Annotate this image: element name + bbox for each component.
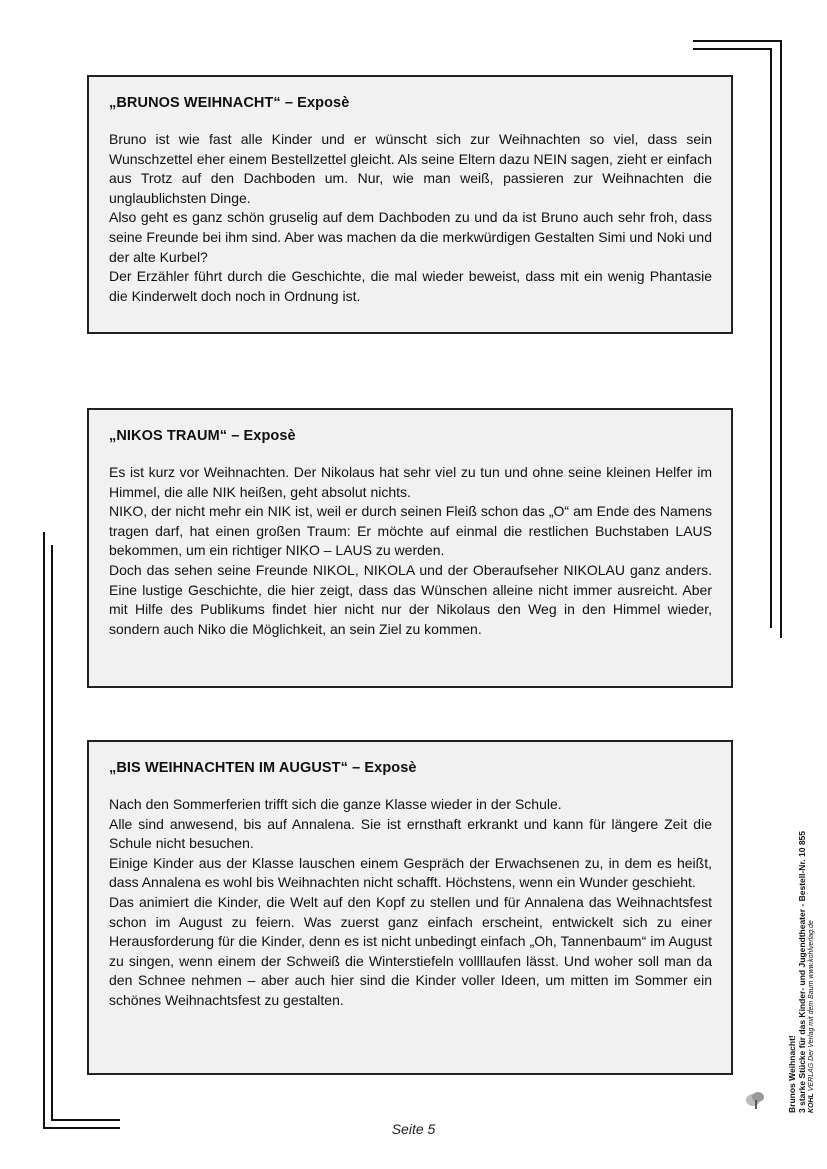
frame-line-right-inner bbox=[770, 48, 772, 628]
kohl-tree-logo-icon bbox=[744, 1060, 770, 1110]
expose-box-brunos-weihnacht bbox=[87, 75, 733, 334]
frame-line-top-inner bbox=[693, 48, 772, 50]
frame-line-left-inner bbox=[51, 545, 53, 1121]
frame-line-top-outer bbox=[693, 40, 782, 42]
expose-paragraph: Einige Kinder aus der Klasse lauschen einem Gespräch der Erwachsenen zu, in dem es heißt, dass Annalena es wohl bis Weihnachten nicht schafft. Höchstens, wenn ein Wunder geschieht. bbox=[109, 854, 712, 891]
sidebar-publisher-line bbox=[807, 831, 817, 1113]
sidebar-publisher-verlag: VERLAG bbox=[808, 1062, 815, 1092]
page-number: Seite 5 bbox=[391, 1121, 436, 1137]
sidebar-publisher-tagline: Der Verlag mit dem Baum bbox=[808, 980, 815, 1061]
expose-title: „BIS WEIHNACHTEN IM AUGUST“ – Exposè bbox=[109, 760, 417, 776]
sidebar-publisher-name: KOHL bbox=[808, 1093, 815, 1113]
sidebar-book-info bbox=[787, 831, 817, 1113]
sidebar-series-order-number: 3 starke Stücke für das Kinder- und Jugendtheater - Bestell-Nr. 10 855 bbox=[797, 830, 807, 1113]
expose-paragraph: Es ist kurz vor Weihnachten. Der Nikolaus hat sehr viel zu tun und ohne seine kleinen Helfer im Himmel, die alle NIK heißen, geht absolut nichts. bbox=[109, 464, 712, 500]
expose-box-bis-weihnachten-im-august bbox=[87, 740, 733, 1075]
expose-paragraph: Nach den Sommerferien trifft sich die ganze Klasse wieder in der Schule. bbox=[109, 796, 562, 812]
frame-line-right-outer bbox=[780, 40, 782, 638]
frame-line-left-outer bbox=[43, 532, 45, 1129]
sidebar-book-title: Brunos Weihnacht! bbox=[787, 1035, 797, 1113]
expose-title: „BRUNOS WEIHNACHT“ – Exposè bbox=[109, 95, 350, 111]
expose-paragraph: Doch das sehen seine Freunde NIKOL, NIKOLA und der Oberaufseher NIKOLAU ganz anders. Eine lustige Geschichte, die hier zeigt, dass das Wünschen alleine nicht immer ausreicht. Aber mit Hilfe des Publikums findet hier nicht nur der Nikolaus den Weg in den Himmel wieder, sondern auch Niko die Möglichkeit, an sein Ziel zu kommen. bbox=[109, 561, 712, 637]
expose-paragraph: Bruno ist wie fast alle Kinder und er wünscht sich zur Weihnachten so viel, dass sein Wunschzettel eher einem Bestellzettel gleicht. Als seine Eltern dazu NEIN sagen, zieht er einfach aus Trotz auf den Dachboden um. Nur, wie man weiß, passieren zur Weihnachten die unglaublichsten Dinge. bbox=[109, 131, 712, 206]
expose-title: „NIKOS TRAUM“ – Exposè bbox=[109, 428, 296, 444]
expose-paragraph: NIKO, der nicht mehr ein NIK ist, weil er durch seinen Fleiß schon das „O“ am Ende des Namens tragen darf, hat einen großen Traum: Er möchte auf einmal die restlichen Buchstaben LAUS bekommen, um ein richtiger NIKO – LAUS zu werden. bbox=[109, 503, 712, 559]
expose-paragraph: Alle sind anwesend, bis auf Annalena. Sie ist ernsthaft erkrankt und kann für längere Zeit die Schule nicht besuchen. bbox=[109, 815, 712, 852]
expose-box-nikos-traum bbox=[87, 408, 733, 688]
expose-paragraph: Also geht es ganz schön gruselig auf dem Dachboden zu und da ist Bruno auch sehr froh, dass seine Freunde bei ihm sind. Aber was machen da die merkwürdigen Gestalten Simi und Noki und der alte Kurbel? bbox=[109, 209, 712, 265]
expose-paragraph: Der Erzähler führt durch die Geschichte, die mal wieder beweist, dass mit ein wenig Phantasie die Kinderwelt doch noch in Ordnung ist. bbox=[109, 268, 712, 304]
expose-paragraph: Das animiert die Kinder, die Welt auf den Kopf zu stellen und für Annalena das Weihnachtsfest schon im August zu feiern. Was zuerst ganz einfach erscheint, entwickelt sich zu einer Herausforderung für die Kinder, denn es ist nicht unbedingt einfach „Oh, Tannenbaum“ im August zu singen, wenn einem der Schweiß die Winterstiefeln vollllaufen lässt. Und woher soll man da den Schnee nehmen – aber auch hier sind die Kinder voller Ideen, um mitten im Sommer ein schönes Weihnachtsfest zu gestalten. bbox=[109, 893, 712, 1008]
sidebar-publisher-url: www.kohlverlag.de bbox=[808, 920, 815, 979]
